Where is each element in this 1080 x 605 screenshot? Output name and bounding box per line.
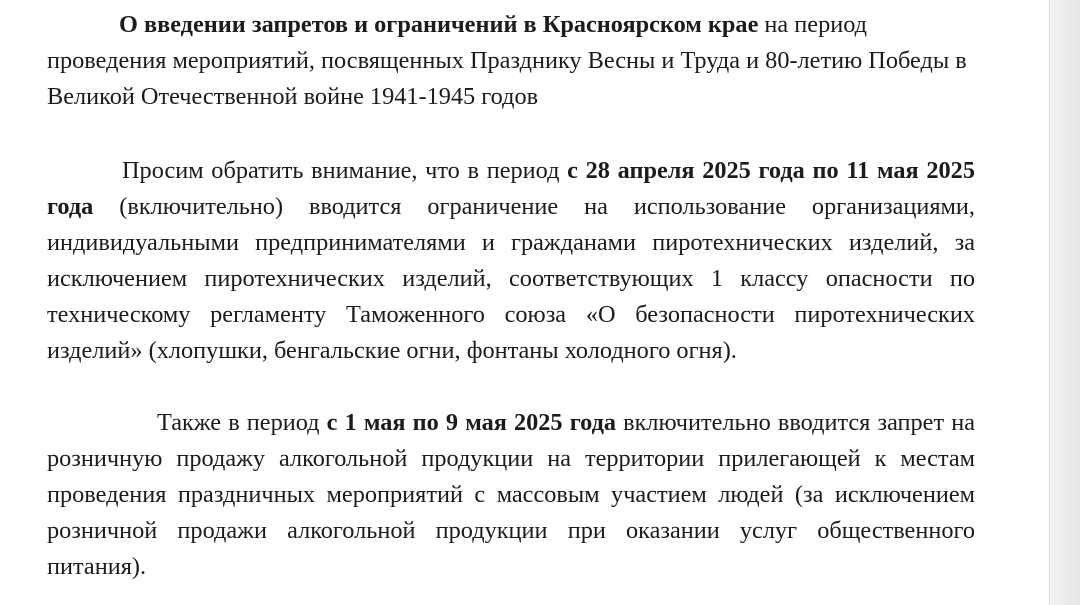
document-heading [47, 7, 975, 115]
heading-bold-title: О введении запретов и ограничений в Красноярском крае [119, 11, 759, 38]
page-edge-strip [1049, 0, 1080, 605]
paragraph1-period: с 28 апреля 2025 года по 11 мая 2025 года [47, 157, 975, 220]
paragraph2-body: включительно вводится запрет на розничную продажу алкогольной продукции на территории прилегающей к местам проведения праздничных мероприятий с массовым участием людей (за исключением розничной продажи алкогольной продукции при оказании услуг общественного питания). [47, 409, 975, 580]
paragraph-alcohol-ban [47, 405, 975, 585]
paragraph1-body: (включительно) вводится ограничение на использование организациями, индивидуальными предпринимателями и гражданами пиротехнических изделий, за исключением пиротехнических изделий, соответствующих 1 классу опасности по техническому регламенту Таможенного союза «О безопасности пиротехнических изделий» (хлопушки, бенгальские огни, фонтаны холодного огня). [47, 193, 975, 364]
paragraph2-intro: Также в период [157, 409, 327, 436]
heading-rest: на период проведения мероприятий, посвященных Празднику Весны и Труда и 80-летию Победы в Великой Отечественной войне 1941-1945 годов [47, 11, 967, 110]
paragraph2-period: с 1 мая по 9 мая 2025 года [326, 409, 617, 436]
paragraph1-intro: Просим обратить внимание, что в период [122, 157, 568, 184]
paragraph-fireworks-restriction [47, 153, 975, 369]
